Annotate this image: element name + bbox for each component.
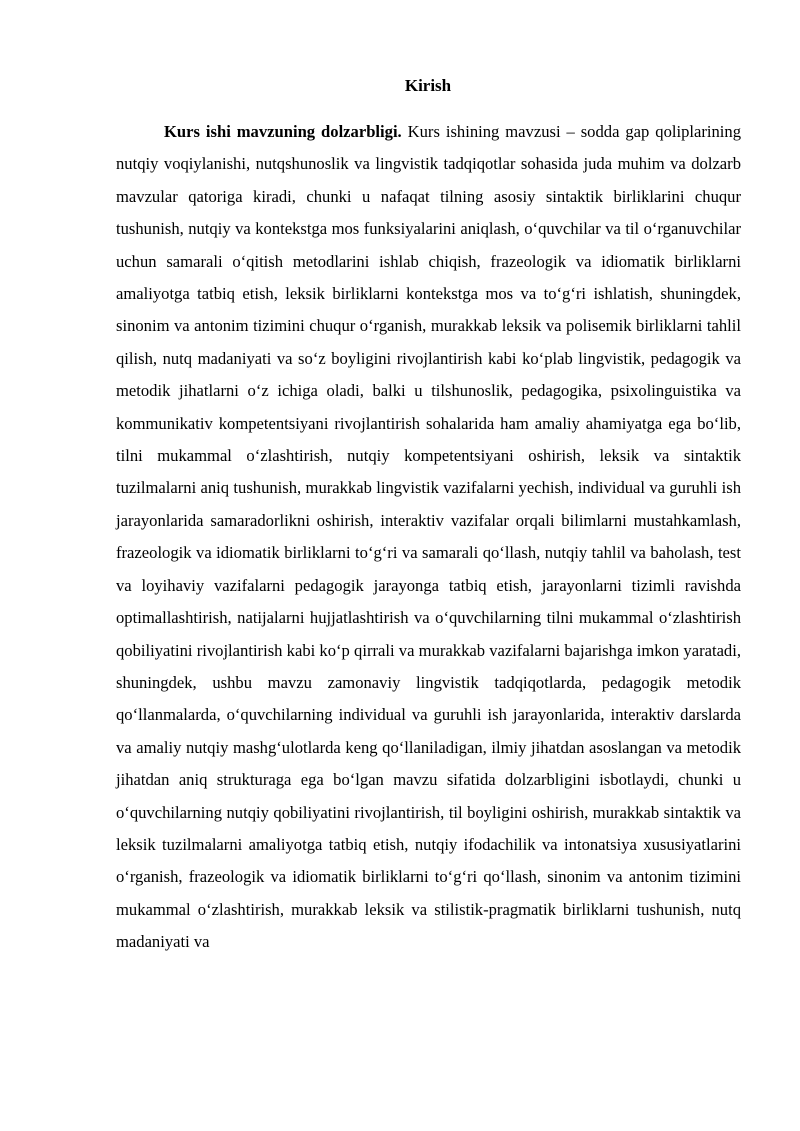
section-heading: Kirish xyxy=(404,76,452,95)
body-paragraph xyxy=(116,116,741,959)
paragraph-text: Kurs ishining mavzusi – sodda gap qoliplarining nutqiy voqiylanishi, nutqshunoslik va lingvistik tadqiqotlar sohasida juda muhim va dolzarb mavzular qatoriga kiradi, chunki u nafaqat tilning asosiy sintaktik birliklarini chuqur tushunish, nutqiy va kontekstga mos funksiyalarini aniqlash, o‘quvchilar va til o‘rganuvchilar uchun samarali o‘qitish metodlarini ishlab chiqish, frazeologik va idiomatik birliklarni amaliyotga tatbiq etish, leksik birliklarni kontekstga mos va to‘g‘ri ishlatish, shuningdek, sinonim va antonim tizimini chuqur o‘rganish, murakkab leksik va polisemik birliklarni tahlil qilish, nutq madaniyati va so‘z boyligini rivojlantirish kabi ko‘plab lingvistik, pedagogik va metodik jihatlarni o‘z ichiga oladi, balki u tilshunoslik, pedagogika, psixolinguistika va kommunikativ kompetentsiyani rivojlantirish sohalarida ham amaliy ahamiyatga ega bo‘lib, tilni mukammal o‘zlashtirish, nutqiy kompetentsiyani oshirish, leksik va sintaktik tuzilmalarni aniq tushunish, murakkab lingvistik vazifalarni yechish, individual va guruhli ish jarayonlarida samaradorlikni oshirish, interaktiv vazifalar orqali bilimlarni mustahkamlash, frazeologik va idiomatik birliklarni to‘g‘ri va samarali qo‘llash, nutqiy tahlil va baholash, test va loyihaviy vazifalarni pedagogik jarayonga tatbiq etish, jarayonlarni tizimli ravishda optimallashtirish, natijalarni hujjatlashtirish va o‘quvchilarning tilni mukammal o‘zlashtirish qobiliyatini rivojlantirish kabi ko‘p qirrali va murakkab vazifalarni bajarishga imkon yaratadi, shuningdek, ushbu mavzu zamonaviy lingvistik tadqiqotlarda, pedagogik metodik qo‘llanmalarda, o‘quvchilarning individual va guruhli ish jarayonlarida, interaktiv darslarda va amaliy nutqiy mashg‘ulotlarda keng qo‘llaniladigan, ilmiy jihatdan asoslangan va metodik jihatdan aniq strukturaga ega bo‘lgan mavzu sifatida dolzarbligini isbotlaydi, chunki u o‘quvchilarning nutqiy qobiliyatini rivojlantirish, til boyligini oshirish, murakkab sintaktik va leksik tuzilmalarni amaliyotga tatbiq etish, nutqiy ifodachilik va intonatsiya xususiyatlarini o‘rganish, frazeologik va idiomatik birliklarni to‘g‘ri qo‘llash, sinonim va antonim tizimini mukammal o‘zlashtirish, murakkab leksik va stilistik-pragmatik birliklarni tushunish, nutq madaniyati va xyxy=(116,122,741,952)
lead-phrase: Kurs ishi mavzuning dolzarbligi. xyxy=(164,122,402,141)
